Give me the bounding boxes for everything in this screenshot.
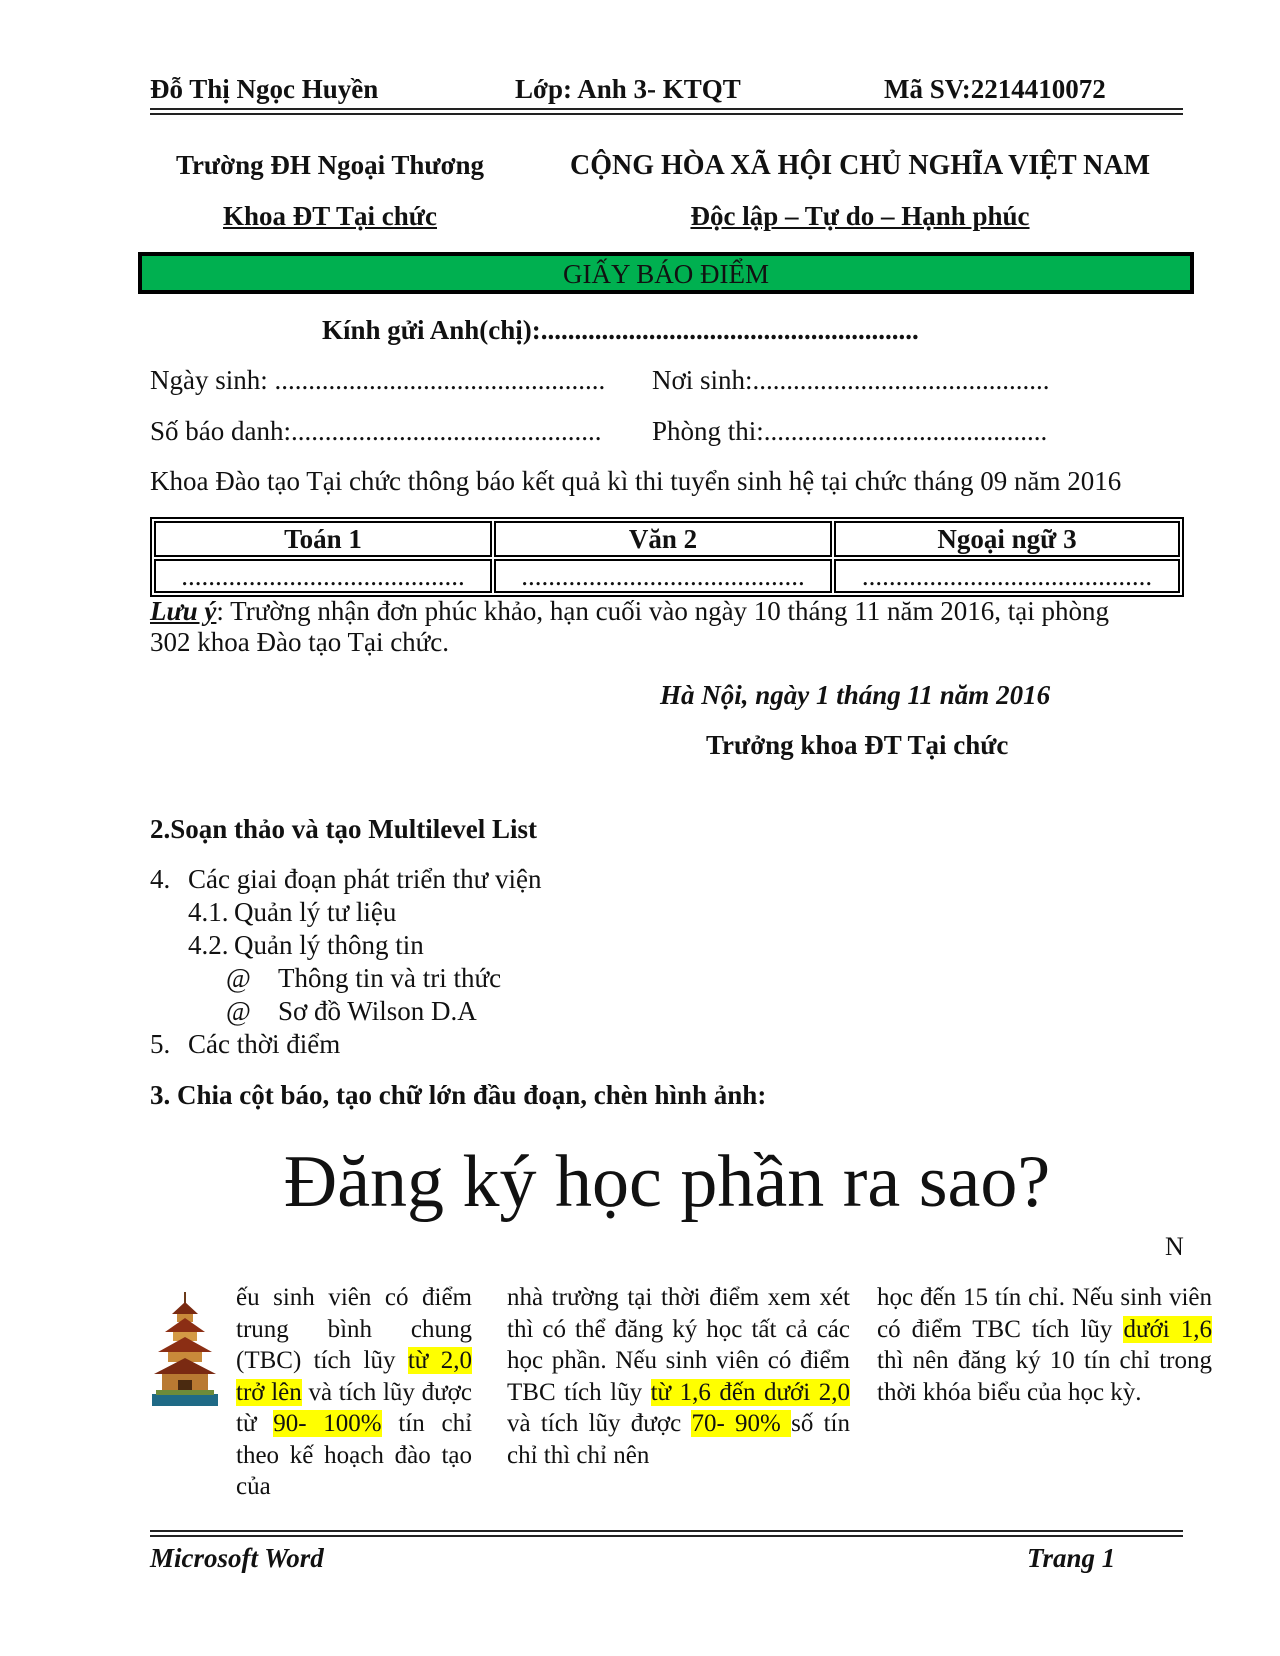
score-table [150, 517, 1184, 597]
col1-highlight-b: 90- 100% [273, 1410, 382, 1437]
country-name: CỘNG HÒA XÃ HỘI CHỦ NGHĨA VIỆT NAM [569, 150, 1151, 181]
col1-text-b: và tích lũy được từ [236, 1378, 472, 1437]
col2-highlight-a: từ 1,6 đến dưới 2,0 [650, 1378, 850, 1406]
score-value-row [154, 559, 1180, 593]
list-item [150, 1029, 340, 1060]
list-marker: 4.2. [188, 930, 229, 960]
notice-line: Khoa Đào tạo Tại chức thông báo kết quả kì thi tuyển sinh hệ tại chức tháng 09 năm 2016 [150, 466, 1122, 496]
col2-text-c: số tín chỉ thì chỉ nên [507, 1410, 850, 1469]
score-header-math: Toán 1 [154, 521, 492, 557]
list-item [226, 996, 477, 1027]
col1-text-c: tín chỉ theo kế hoạch đào tạo của [236, 1410, 473, 1500]
article-column-3 [877, 1282, 1212, 1408]
header-rule [150, 108, 1183, 115]
col1-highlight-a: từ 2,0 trở lên [236, 1347, 472, 1406]
list-item [188, 930, 424, 961]
list-marker: 5. [150, 1029, 171, 1059]
room-line: Phòng thi:.......................................... [652, 416, 1048, 446]
note-paragraph [150, 596, 1190, 658]
pagoda-image [150, 1290, 220, 1408]
greeting-line: Kính gửi Anh(chị):........................................................ [322, 315, 919, 345]
section3-heading: 3. Chia cột báo, tạo chữ lớn đầu đoạn, chèn hình ảnh: [150, 1080, 767, 1110]
article-column-1-top [236, 1282, 472, 1503]
col3-text-b: thì nên đăng ký 10 tín chỉ trong thời khóa biểu của học kỳ. [877, 1347, 1212, 1406]
faculty-name: Khoa ĐT Tại chức [223, 201, 437, 231]
score-header-language: Ngoại ngữ 3 [834, 521, 1180, 557]
list-text: Thông tin và tri thức [278, 963, 502, 993]
header-student-name: Đỗ Thị Ngọc Huyền [150, 74, 379, 104]
article-title: Đăng ký học phần ra sao? [283, 1141, 1051, 1223]
score-header-literature: Văn 2 [494, 521, 832, 557]
col2-text-b: và tích lũy được [507, 1410, 692, 1437]
list-item [226, 963, 501, 994]
footer-page-number: Trang 1 [1027, 1543, 1116, 1573]
list-text: Quản lý thông tin [234, 930, 424, 960]
col3-text-a: học đến 15 tín chỉ. Nếu sinh viên có điểm TBC tích lũy [877, 1284, 1212, 1343]
motto: Độc lập – Tự do – Hạnh phúc [690, 201, 1030, 231]
col2-highlight-b: 70- 90% [691, 1410, 792, 1437]
sbd-line: Số báo danh:.............................................. [150, 416, 602, 446]
footer-rule [150, 1530, 1183, 1537]
header-student-id: Mã SV:2214410072 [884, 74, 1106, 104]
school-name: Trường ĐH Ngoại Thương [175, 150, 485, 180]
list-marker: 4.1. [188, 897, 229, 927]
place-date: Hà Nội, ngày 1 tháng 11 năm 2016 [660, 680, 1051, 710]
report-banner: GIẤY BÁO ĐIỂM [138, 252, 1194, 294]
list-text: Sơ đồ Wilson D.A [278, 996, 477, 1026]
note-text-1: : Trường nhận đơn phúc khảo, hạn cuối vào ngày 10 tháng 11 năm 2016, tại phòng [216, 596, 1110, 626]
score-value-math: .......................................... [154, 559, 492, 593]
note-text-2: 302 khoa Đào tạo Tại chức. [150, 627, 450, 657]
col3-highlight-a: dưới 1,6 [1123, 1315, 1213, 1343]
note-label: Lưu ý [150, 596, 217, 626]
dob-line: Ngày sinh: ................................................. [150, 365, 606, 395]
list-item [150, 864, 542, 895]
score-value-literature: .......................................... [494, 559, 832, 593]
list-marker: @ [226, 963, 251, 993]
header-class: Lớp: Anh 3- KTQT [515, 74, 741, 104]
score-value-language: ........................................... [834, 559, 1180, 593]
list-text: Quản lý tư liệu [234, 897, 397, 927]
article-column-2 [507, 1282, 850, 1471]
drop-cap: N [1165, 1232, 1184, 1261]
signer-title: Trưởng khoa ĐT Tại chức [706, 730, 1009, 760]
list-item [188, 897, 396, 928]
col2-text-a: nhà trường tại thời điểm xem xét thì có thể đăng ký học tất cả các học phần. Nếu sinh viên có điểm TBC tích lũy [507, 1284, 850, 1406]
section2-heading: 2.Soạn thảo và tạo Multilevel List [150, 814, 538, 844]
pob-line: Nơi sinh:............................................ [652, 365, 1050, 395]
list-marker: @ [226, 996, 251, 1026]
score-header-row [154, 521, 1180, 557]
col1-text-a: ếu sinh viên có điểm trung bình chung (TBC) tích lũy [236, 1284, 472, 1374]
list-text: Các thời điểm [188, 1029, 341, 1059]
footer-app-name: Microsoft Word [150, 1543, 324, 1573]
list-text: Các giai đoạn phát triển thư viện [188, 864, 542, 894]
list-marker: 4. [150, 864, 171, 894]
